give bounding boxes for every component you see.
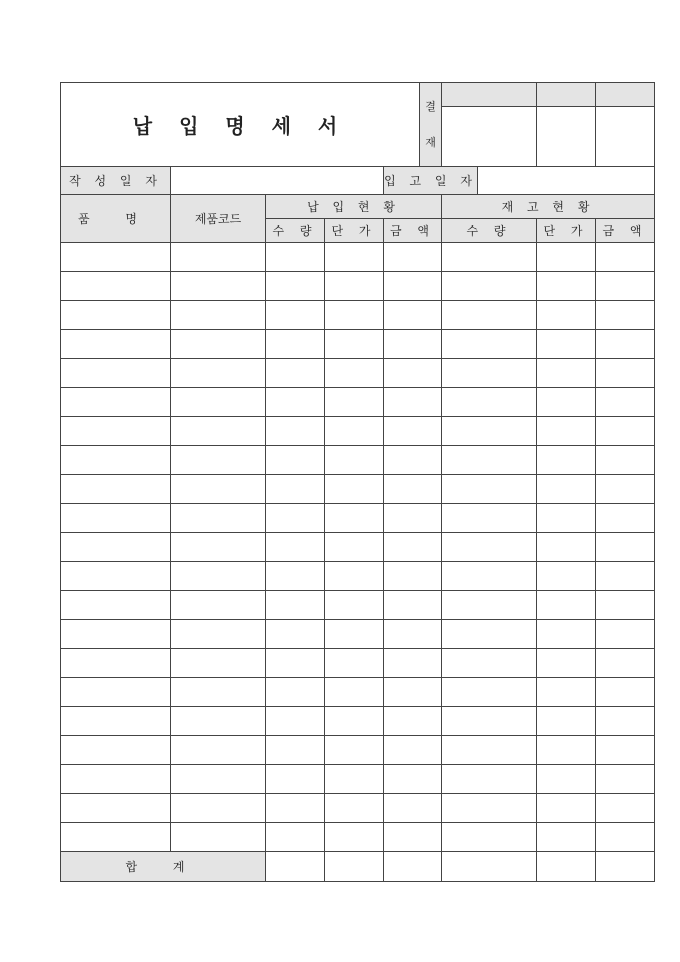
- item-name-cell[interactable]: [61, 475, 171, 504]
- table-row: [61, 417, 655, 446]
- delivery-quantity-cell[interactable]: [266, 736, 325, 765]
- inventory-quantity-cell[interactable]: [442, 649, 537, 678]
- item-name-cell[interactable]: [61, 562, 171, 591]
- product-code-cell[interactable]: [171, 504, 266, 533]
- inventory-amount-cell[interactable]: [596, 591, 655, 620]
- delivery-amount-cell[interactable]: [384, 562, 442, 591]
- product-code-cell[interactable]: [171, 765, 266, 794]
- item-name-cell[interactable]: [61, 620, 171, 649]
- delivery-status-header: 납 입 현 황: [266, 195, 442, 219]
- product-code-cell[interactable]: [171, 446, 266, 475]
- inventory-quantity-cell[interactable]: [442, 330, 537, 359]
- product-code-cell[interactable]: [171, 707, 266, 736]
- table-row: [61, 330, 655, 359]
- delivery-unit-price-cell[interactable]: [325, 649, 384, 678]
- total-inventory-quantity[interactable]: [442, 852, 537, 882]
- delivery-quantity-cell[interactable]: [266, 243, 325, 272]
- delivery-amount-cell[interactable]: [384, 417, 442, 446]
- inventory-amount-cell[interactable]: [596, 243, 655, 272]
- delivery-amount-cell[interactable]: [384, 823, 442, 852]
- item-name-cell[interactable]: [61, 765, 171, 794]
- approval-label-top: 결: [425, 99, 436, 113]
- delivery-amount-cell[interactable]: [384, 533, 442, 562]
- delivery-unit-price-cell[interactable]: [325, 330, 384, 359]
- delivery-quantity-cell[interactable]: [266, 649, 325, 678]
- delivery-amount-cell[interactable]: [384, 272, 442, 301]
- table-row: [61, 359, 655, 388]
- item-name-cell[interactable]: [61, 330, 171, 359]
- delivery-quantity-cell[interactable]: [266, 707, 325, 736]
- approval-sign-cell[interactable]: [442, 107, 537, 167]
- table-row: [61, 678, 655, 707]
- inventory-unit-price-cell[interactable]: [537, 504, 596, 533]
- product-code-cell[interactable]: [171, 591, 266, 620]
- product-code-cell[interactable]: [171, 533, 266, 562]
- total-label: 합 계: [61, 852, 266, 882]
- delivery-amount-cell[interactable]: [384, 620, 442, 649]
- delivery-unit-price-cell[interactable]: [325, 533, 384, 562]
- table-row: [61, 475, 655, 504]
- item-name-cell[interactable]: [61, 504, 171, 533]
- item-name-cell[interactable]: [61, 272, 171, 301]
- inventory-quantity-cell[interactable]: [442, 504, 537, 533]
- item-name-cell[interactable]: [61, 678, 171, 707]
- inventory-unit-price-cell[interactable]: [537, 707, 596, 736]
- delivery-amount-cell[interactable]: [384, 794, 442, 823]
- document-title: 납 입 명 세 서: [61, 83, 420, 167]
- delivery-amount-cell[interactable]: [384, 678, 442, 707]
- product-code-cell[interactable]: [171, 649, 266, 678]
- delivery-quantity-cell[interactable]: [266, 301, 325, 330]
- delivery-unit-price-cell[interactable]: [325, 794, 384, 823]
- inventory-amount-cell[interactable]: [596, 330, 655, 359]
- total-delivery-amount[interactable]: [384, 852, 442, 882]
- item-name-cell[interactable]: [61, 707, 171, 736]
- inventory-quantity-cell[interactable]: [442, 765, 537, 794]
- approval-header-cell[interactable]: [596, 83, 655, 107]
- item-name-cell[interactable]: [61, 736, 171, 765]
- inventory-quantity-cell[interactable]: [442, 417, 537, 446]
- delivery-quantity-cell[interactable]: [266, 794, 325, 823]
- inventory-amount-cell[interactable]: [596, 736, 655, 765]
- inventory-quantity-cell[interactable]: [442, 446, 537, 475]
- inventory-quantity-header: 수 량: [442, 219, 537, 243]
- delivery-unit-price-header: 단 가: [325, 219, 384, 243]
- delivery-amount-cell[interactable]: [384, 243, 442, 272]
- item-name-cell[interactable]: [61, 359, 171, 388]
- delivery-quantity-cell[interactable]: [266, 272, 325, 301]
- inventory-unit-price-cell[interactable]: [537, 765, 596, 794]
- inventory-quantity-cell[interactable]: [442, 388, 537, 417]
- item-name-cell[interactable]: [61, 649, 171, 678]
- delivery-quantity-cell[interactable]: [266, 678, 325, 707]
- inventory-amount-cell[interactable]: [596, 823, 655, 852]
- inventory-amount-cell[interactable]: [596, 301, 655, 330]
- delivery-quantity-cell[interactable]: [266, 475, 325, 504]
- inventory-status-header: 재 고 현 황: [442, 195, 655, 219]
- table-row: [61, 272, 655, 301]
- inventory-quantity-cell[interactable]: [442, 794, 537, 823]
- delivery-quantity-cell[interactable]: [266, 446, 325, 475]
- inventory-unit-price-cell[interactable]: [537, 823, 596, 852]
- inventory-amount-cell[interactable]: [596, 707, 655, 736]
- delivery-unit-price-cell[interactable]: [325, 765, 384, 794]
- approval-sign-cell[interactable]: [537, 107, 596, 167]
- inventory-amount-cell[interactable]: [596, 649, 655, 678]
- inventory-amount-cell[interactable]: [596, 562, 655, 591]
- delivery-quantity-cell[interactable]: [266, 504, 325, 533]
- inventory-unit-price-cell[interactable]: [537, 794, 596, 823]
- delivery-amount-cell[interactable]: [384, 388, 442, 417]
- inventory-amount-cell[interactable]: [596, 359, 655, 388]
- inventory-quantity-cell[interactable]: [442, 359, 537, 388]
- inventory-amount-cell[interactable]: [596, 620, 655, 649]
- inventory-unit-price-cell[interactable]: [537, 359, 596, 388]
- delivery-unit-price-cell[interactable]: [325, 504, 384, 533]
- approval-header-cell[interactable]: [442, 83, 537, 107]
- receipt-date-label: 입 고 일 자: [384, 167, 478, 195]
- approval-header-cell[interactable]: [537, 83, 596, 107]
- product-code-cell[interactable]: [171, 736, 266, 765]
- delivery-unit-price-cell[interactable]: [325, 591, 384, 620]
- product-code-cell[interactable]: [171, 678, 266, 707]
- item-name-cell[interactable]: [61, 533, 171, 562]
- inventory-unit-price-cell[interactable]: [537, 562, 596, 591]
- delivery-quantity-cell[interactable]: [266, 359, 325, 388]
- product-code-cell[interactable]: [171, 330, 266, 359]
- delivery-unit-price-cell[interactable]: [325, 707, 384, 736]
- inventory-quantity-cell[interactable]: [442, 736, 537, 765]
- inventory-unit-price-cell[interactable]: [537, 649, 596, 678]
- table-row: [61, 620, 655, 649]
- total-delivery-unit-price[interactable]: [325, 852, 384, 882]
- table-row: [61, 504, 655, 533]
- inventory-unit-price-cell[interactable]: [537, 736, 596, 765]
- delivery-unit-price-cell[interactable]: [325, 417, 384, 446]
- inventory-amount-cell[interactable]: [596, 388, 655, 417]
- table-row: [61, 707, 655, 736]
- inventory-unit-price-cell[interactable]: [537, 330, 596, 359]
- table-row: [61, 243, 655, 272]
- written-date-field[interactable]: [171, 167, 384, 195]
- delivery-unit-price-cell[interactable]: [325, 823, 384, 852]
- inventory-amount-cell[interactable]: [596, 272, 655, 301]
- table-row: [61, 765, 655, 794]
- delivery-quantity-cell[interactable]: [266, 388, 325, 417]
- inventory-unit-price-cell[interactable]: [537, 446, 596, 475]
- inventory-amount-cell[interactable]: [596, 504, 655, 533]
- delivery-statement-form: [60, 82, 655, 882]
- delivery-amount-cell[interactable]: [384, 504, 442, 533]
- product-code-cell[interactable]: [171, 823, 266, 852]
- inventory-unit-price-cell[interactable]: [537, 533, 596, 562]
- receipt-date-field[interactable]: [478, 167, 655, 195]
- table-row: [61, 533, 655, 562]
- inventory-unit-price-cell[interactable]: [537, 591, 596, 620]
- inventory-unit-price-cell[interactable]: [537, 678, 596, 707]
- inventory-quantity-cell[interactable]: [442, 823, 537, 852]
- table-row: [61, 301, 655, 330]
- inventory-amount-cell[interactable]: [596, 446, 655, 475]
- product-code-cell[interactable]: [171, 475, 266, 504]
- delivery-unit-price-cell[interactable]: [325, 446, 384, 475]
- inventory-unit-price-cell[interactable]: [537, 475, 596, 504]
- delivery-amount-cell[interactable]: [384, 707, 442, 736]
- total-inventory-amount[interactable]: [596, 852, 655, 882]
- inventory-amount-cell[interactable]: [596, 417, 655, 446]
- delivery-amount-cell[interactable]: [384, 359, 442, 388]
- table-row: [61, 736, 655, 765]
- delivery-amount-cell[interactable]: [384, 649, 442, 678]
- table-row: [61, 446, 655, 475]
- inventory-unit-price-header: 단 가: [537, 219, 596, 243]
- delivery-quantity-cell[interactable]: [266, 533, 325, 562]
- delivery-unit-price-cell[interactable]: [325, 301, 384, 330]
- inventory-unit-price-cell[interactable]: [537, 388, 596, 417]
- item-name-header: 품 명: [61, 195, 171, 243]
- inventory-amount-cell[interactable]: [596, 794, 655, 823]
- inventory-quantity-cell[interactable]: [442, 301, 537, 330]
- approval-label: [420, 83, 442, 167]
- item-name-cell[interactable]: [61, 794, 171, 823]
- table-row: [61, 649, 655, 678]
- item-name-cell[interactable]: [61, 243, 171, 272]
- delivery-amount-header: 금 액: [384, 219, 442, 243]
- inventory-quantity-cell[interactable]: [442, 591, 537, 620]
- product-code-cell[interactable]: [171, 243, 266, 272]
- delivery-unit-price-cell[interactable]: [325, 243, 384, 272]
- item-name-cell[interactable]: [61, 301, 171, 330]
- approval-sign-cell[interactable]: [596, 107, 655, 167]
- delivery-unit-price-cell[interactable]: [325, 388, 384, 417]
- inventory-quantity-cell[interactable]: [442, 272, 537, 301]
- product-code-cell[interactable]: [171, 359, 266, 388]
- inventory-quantity-cell[interactable]: [442, 475, 537, 504]
- table-row: [61, 388, 655, 417]
- inventory-amount-cell[interactable]: [596, 533, 655, 562]
- product-code-cell[interactable]: [171, 562, 266, 591]
- inventory-amount-cell[interactable]: [596, 678, 655, 707]
- delivery-unit-price-cell[interactable]: [325, 475, 384, 504]
- approval-label-bottom: 재: [425, 135, 436, 149]
- delivery-amount-cell[interactable]: [384, 765, 442, 794]
- delivery-quantity-cell[interactable]: [266, 620, 325, 649]
- delivery-unit-price-cell[interactable]: [325, 272, 384, 301]
- delivery-quantity-cell[interactable]: [266, 330, 325, 359]
- delivery-unit-price-cell[interactable]: [325, 736, 384, 765]
- total-delivery-quantity[interactable]: [266, 852, 325, 882]
- product-code-header: 제품코드: [171, 195, 266, 243]
- inventory-amount-cell[interactable]: [596, 475, 655, 504]
- inventory-amount-header: 금 액: [596, 219, 655, 243]
- inventory-quantity-cell[interactable]: [442, 533, 537, 562]
- inventory-quantity-cell[interactable]: [442, 562, 537, 591]
- delivery-unit-price-cell[interactable]: [325, 562, 384, 591]
- table-row: [61, 562, 655, 591]
- item-name-cell[interactable]: [61, 388, 171, 417]
- delivery-quantity-cell[interactable]: [266, 591, 325, 620]
- inventory-quantity-cell[interactable]: [442, 707, 537, 736]
- table-row: [61, 591, 655, 620]
- delivery-unit-price-cell[interactable]: [325, 620, 384, 649]
- delivery-quantity-header: 수 량: [266, 219, 325, 243]
- inventory-quantity-cell[interactable]: [442, 243, 537, 272]
- delivery-unit-price-cell[interactable]: [325, 359, 384, 388]
- product-code-cell[interactable]: [171, 620, 266, 649]
- delivery-amount-cell[interactable]: [384, 301, 442, 330]
- table-row: [61, 794, 655, 823]
- item-name-cell[interactable]: [61, 417, 171, 446]
- delivery-amount-cell[interactable]: [384, 446, 442, 475]
- inventory-quantity-cell[interactable]: [442, 620, 537, 649]
- delivery-amount-cell[interactable]: [384, 330, 442, 359]
- delivery-unit-price-cell[interactable]: [325, 678, 384, 707]
- item-name-cell[interactable]: [61, 823, 171, 852]
- item-name-cell[interactable]: [61, 446, 171, 475]
- inventory-quantity-cell[interactable]: [442, 678, 537, 707]
- inventory-unit-price-cell[interactable]: [537, 272, 596, 301]
- table-row: [61, 823, 655, 852]
- product-code-cell[interactable]: [171, 301, 266, 330]
- product-code-cell[interactable]: [171, 272, 266, 301]
- written-date-label: 작 성 일 자: [61, 167, 171, 195]
- product-code-cell[interactable]: [171, 388, 266, 417]
- inventory-unit-price-cell[interactable]: [537, 417, 596, 446]
- delivery-quantity-cell[interactable]: [266, 823, 325, 852]
- delivery-quantity-cell[interactable]: [266, 417, 325, 446]
- inventory-amount-cell[interactable]: [596, 765, 655, 794]
- delivery-amount-cell[interactable]: [384, 475, 442, 504]
- inventory-unit-price-cell[interactable]: [537, 620, 596, 649]
- delivery-quantity-cell[interactable]: [266, 562, 325, 591]
- total-inventory-unit-price[interactable]: [537, 852, 596, 882]
- delivery-quantity-cell[interactable]: [266, 765, 325, 794]
- product-code-cell[interactable]: [171, 417, 266, 446]
- inventory-unit-price-cell[interactable]: [537, 301, 596, 330]
- delivery-amount-cell[interactable]: [384, 736, 442, 765]
- inventory-unit-price-cell[interactable]: [537, 243, 596, 272]
- product-code-cell[interactable]: [171, 794, 266, 823]
- delivery-amount-cell[interactable]: [384, 591, 442, 620]
- item-name-cell[interactable]: [61, 591, 171, 620]
